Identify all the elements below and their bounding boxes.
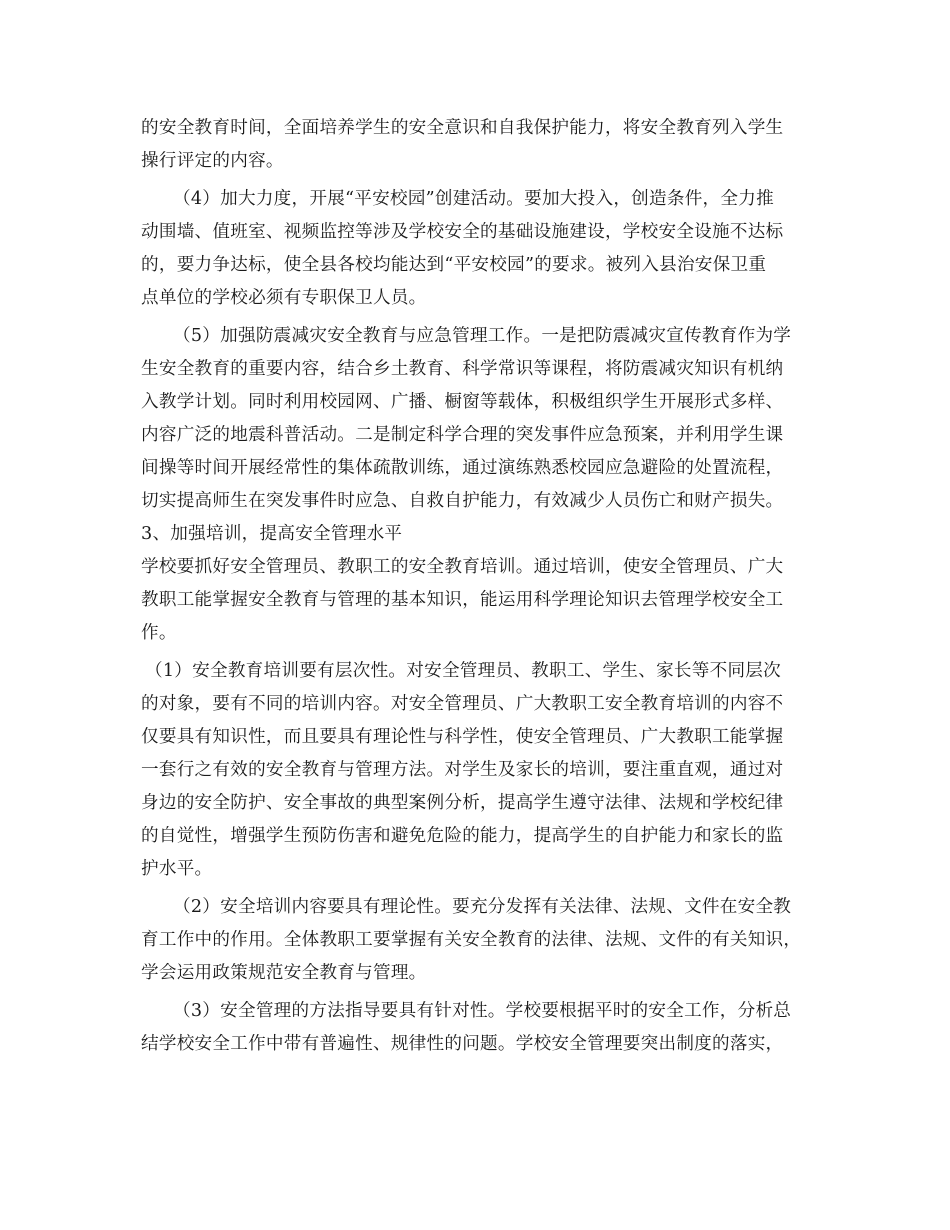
text-line: 生安全教育的重要内容，结合乡土教育、科学常识等课程，将防震减灾知识有机纳 [141, 359, 784, 379]
text-line: 的对象，要有不同的培训内容。对安全管理员、广大教职工安全教育培训的内容不 [141, 694, 784, 714]
text-line: 操行评定的内容。 [141, 151, 284, 171]
text-line: 作。 [141, 623, 177, 643]
text-line: 切实提高师生在突发事件时应急、自救自护能力，有效减少人员伤亡和财产损失。 [141, 491, 784, 511]
text-line: 的，要力争达标，使全县各校均能达到“平安校园”的要求。被列入县治安保卫重 [141, 255, 767, 275]
text-line: 学会运用政策规范安全教育与管理。 [141, 963, 427, 983]
text-line: 入教学计划。同时利用校园网、广播、橱窗等载体，积极组织学生开展形式多样、 [141, 392, 784, 412]
text-line: 育工作中的作用。全体教职工要掌握有关安全教育的法律、法规、文件的有关知识， [141, 930, 802, 950]
text-line: 结学校安全工作中带有普遍性、规律性的问题。学校安全管理要突出制度的落实， [141, 1034, 784, 1054]
text-line: 间操等时间开展经常性的集体疏散训练，通过演练熟悉校园应急避险的处置流程， [141, 458, 784, 478]
text-line: 一套行之有效的安全教育与管理方法。对学生及家长的培训，要注重直观，通过对 [141, 760, 784, 780]
paragraph-4-start: （4）加大力度，开展“平安校园”创建活动。要加大投入，创造条件，全力推 [173, 189, 774, 209]
text-line: 身边的安全防护、安全事故的典型案例分析，提高学生遵守法律、法规和学校纪律 [141, 793, 784, 813]
text-line: 内容广泛的地震科普活动。二是制定科学合理的突发事件应急预案，并利用学生课 [141, 425, 784, 445]
text-line: 的自觉性，增强学生预防伤害和避免危险的能力，提高学生的自护能力和家长的监 [141, 826, 784, 846]
paragraph-2-start: （2）安全培训内容要具有理论性。要充分发挥有关法律、法规、文件在安全教 [173, 897, 792, 917]
paragraph-3-start: （3）安全管理的方法指导要具有针对性。学校要根据平时的安全工作，分析总 [173, 1001, 792, 1021]
text-line: 仅要具有知识性，而且要具有理论性与科学性，使安全管理员、广大教职工能掌握 [141, 727, 784, 747]
text-line: 的安全教育时间，全面培养学生的安全意识和自我保护能力，将安全教育列入学生 [141, 118, 784, 138]
paragraph-5-start: （5）加强防震减灾安全教育与应急管理工作。一是把防震减灾宣传教育作为学 [173, 326, 792, 346]
text-line: 护水平。 [141, 859, 213, 879]
text-line: 动围墙、值班室、视频监控等涉及学校安全的基础设施建设，学校安全设施不达标 [141, 222, 784, 242]
section-heading: 3、加强培训，提高安全管理水平 [141, 524, 403, 544]
text-line: 学校要抓好安全管理员、教职工的安全教育培训。通过培训，使安全管理员、广大 [141, 557, 784, 577]
text-line: 点单位的学校必须有专职保卫人员。 [141, 288, 427, 308]
paragraph-1-start: （1）安全教育培训要有层次性。对安全管理员、教职工、学生、家长等不同层次 [145, 661, 781, 681]
text-line: 教职工能掌握安全教育与管理的基本知识，能运用科学理论知识去管理学校安全工 [141, 590, 784, 610]
